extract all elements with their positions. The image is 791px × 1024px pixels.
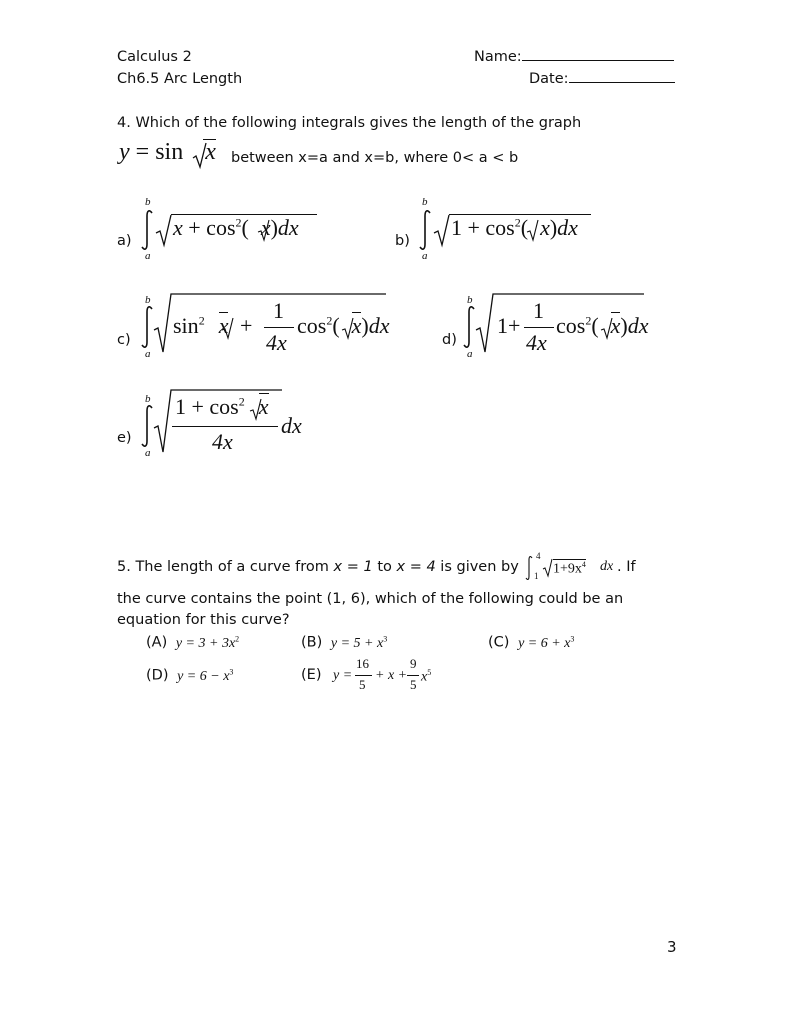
option-e-upper: b bbox=[145, 393, 151, 405]
integral-sign-icon bbox=[418, 210, 432, 250]
choice-b-expr: $y = 5 + x^3$ bbox=[330, 634, 388, 651]
choice-a-label: (A) bbox=[146, 634, 168, 651]
option-e-lower: a bbox=[145, 447, 151, 459]
choice-c-label: (C) bbox=[488, 634, 510, 651]
option-b-integrand: $1 + \cos^2$( x)dx bbox=[449, 214, 591, 241]
option-d-lower: a bbox=[467, 348, 473, 360]
option-d-label: d) bbox=[442, 332, 457, 348]
choice-a-expr: $y = 3 + 3x^2$ bbox=[175, 634, 240, 651]
radical-sign-icon bbox=[250, 399, 262, 421]
option-e-denominator: 4x bbox=[212, 429, 233, 454]
radical-sign-icon bbox=[342, 318, 354, 340]
integral-sign-icon bbox=[140, 210, 154, 250]
option-c-term-cos: $\cos^2$( x)dx bbox=[297, 313, 390, 338]
name-blank[interactable] bbox=[522, 60, 674, 61]
option-d-frac-num: 1 bbox=[533, 298, 544, 323]
q5-integrand: $1+9x^4$ bbox=[553, 560, 586, 577]
choice-c[interactable] bbox=[488, 634, 574, 652]
radical-sign-icon bbox=[258, 220, 270, 242]
choice-e[interactable] bbox=[301, 667, 321, 683]
choice-b[interactable] bbox=[301, 634, 387, 652]
choice-e-frac1-num: 16 bbox=[356, 656, 369, 671]
q5-x-to: x = 4 bbox=[396, 559, 436, 575]
option-c-label: c) bbox=[117, 332, 131, 348]
option-e-dx: dx bbox=[281, 413, 302, 438]
choice-e-frac1-den: 5 bbox=[359, 677, 366, 692]
q4-condition: between x=a and x=b, where 0< a < b bbox=[231, 150, 519, 166]
radical-sign-icon bbox=[601, 318, 613, 340]
q5-int-lower: 1 bbox=[534, 571, 539, 581]
integral-sign-icon bbox=[140, 306, 154, 348]
q5-prompt-line-1: 5. The length of a curve from x = 1 to x = 4 is given by bbox=[117, 559, 519, 575]
radical-sign-icon bbox=[476, 294, 494, 354]
choice-e-mid: + x + bbox=[375, 668, 408, 683]
integral-sign-icon bbox=[140, 405, 154, 447]
option-c-term-sin: $\sin^2 x$ + bbox=[173, 313, 253, 338]
option-b-upper: b bbox=[422, 196, 428, 208]
q5-x-from: x = 1 bbox=[333, 559, 373, 575]
option-d-frac-bar bbox=[524, 327, 554, 328]
option-d-term-cos: $\cos^2$( x)dx bbox=[556, 313, 649, 338]
radical-sign-icon bbox=[434, 215, 450, 247]
radical-sign-icon bbox=[156, 215, 172, 247]
option-e-label: e) bbox=[117, 430, 132, 446]
option-c-lower: a bbox=[145, 348, 151, 360]
q4-prompt: 4. Which of the following integrals gives the length of the graph bbox=[117, 115, 582, 131]
q5-prompt-line-2: the curve contains the point (1, 6), which of the following could be an bbox=[117, 591, 624, 607]
date-blank[interactable] bbox=[569, 82, 675, 83]
integral-sign-icon bbox=[524, 556, 534, 580]
choice-d[interactable] bbox=[146, 667, 233, 685]
option-d-frac-den: 4x bbox=[526, 330, 547, 355]
option-e-numerator: $1 + \cos^2 x$ bbox=[175, 394, 269, 419]
q4-function-radical-sign bbox=[193, 143, 207, 169]
name-field[interactable] bbox=[474, 49, 674, 65]
choice-e-label: (E) bbox=[301, 667, 322, 683]
choice-c-expr: $y = 6 + x^3$ bbox=[518, 634, 575, 651]
choice-b-label: (B) bbox=[301, 634, 323, 651]
option-c-upper: b bbox=[145, 294, 151, 306]
choice-d-label: (D) bbox=[146, 667, 169, 684]
option-d-one: 1+ bbox=[497, 313, 521, 338]
option-c-frac-num: 1 bbox=[273, 298, 284, 323]
page-number: 3 bbox=[667, 938, 677, 956]
q4-function: y = sin x bbox=[119, 139, 216, 165]
q5-if: . If bbox=[617, 559, 636, 575]
option-b-label: b) bbox=[395, 233, 410, 249]
radical-sign-icon bbox=[527, 220, 539, 242]
q5-prompt-line-3: equation for this curve? bbox=[117, 612, 290, 628]
date-field[interactable] bbox=[529, 71, 675, 87]
name-label: Name: bbox=[474, 49, 522, 65]
date-label: Date: bbox=[529, 71, 569, 87]
choice-e-frac2-den: 5 bbox=[410, 677, 417, 692]
radical-sign-icon bbox=[154, 294, 172, 354]
choice-d-expr: $y = 6 - x^3$ bbox=[177, 667, 234, 684]
option-e-frac-bar bbox=[172, 426, 278, 427]
option-c-frac-bar bbox=[264, 327, 294, 328]
radical-sign-icon bbox=[222, 318, 234, 340]
choice-e-frac1-bar bbox=[355, 675, 372, 676]
option-a-label: a) bbox=[117, 233, 132, 249]
choice-e-y: y = bbox=[333, 668, 353, 683]
option-b-lower: a bbox=[422, 250, 428, 262]
option-a-lower: a bbox=[145, 250, 151, 262]
radical-sign-icon bbox=[154, 390, 172, 454]
q4-function-radical: x bbox=[205, 139, 216, 165]
option-a-integrand: $x + \cos^2$( x)dx bbox=[171, 214, 317, 241]
choice-e-frac2-num: 9 bbox=[410, 656, 417, 671]
option-c-frac-den: 4x bbox=[266, 330, 287, 355]
q5-integrand-dx: dx bbox=[600, 559, 614, 574]
course-title: Calculus 2 bbox=[117, 49, 192, 65]
section-title: Ch6.5 Arc Length bbox=[117, 71, 243, 87]
choice-e-tail: $x^5$ bbox=[421, 668, 432, 685]
option-d-upper: b bbox=[467, 294, 473, 306]
integral-sign-icon bbox=[462, 306, 476, 348]
q5-int-upper: 4 bbox=[536, 551, 541, 561]
option-a-upper: b bbox=[145, 196, 151, 208]
radical-sign-icon bbox=[543, 559, 553, 577]
choice-e-frac2-bar bbox=[407, 675, 419, 676]
choice-a[interactable] bbox=[146, 634, 239, 652]
